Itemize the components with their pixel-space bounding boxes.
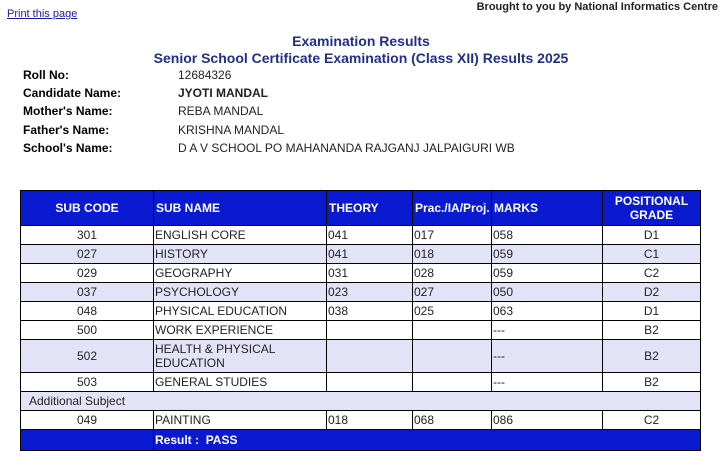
header-positional-grade bbox=[603, 191, 701, 226]
candidate-name-value: JYOTI MANDAL bbox=[178, 86, 268, 101]
cell-name: HISTORY bbox=[154, 245, 327, 264]
cell-prac: 028 bbox=[413, 264, 492, 283]
cell-name: HEALTH & PHYSICAL EDUCATION bbox=[154, 340, 327, 373]
mother-name-label: Mother's Name: bbox=[23, 104, 113, 119]
print-page-link[interactable]: Print this page bbox=[7, 8, 78, 20]
father-name-value: KRISHNA MANDAL bbox=[178, 122, 285, 137]
header-sub-name: SUB NAME bbox=[154, 191, 327, 226]
roll-no-value: 12684326 bbox=[178, 68, 232, 83]
header-grade-line1: POSITIONAL bbox=[614, 194, 689, 208]
page-title: Examination Results bbox=[292, 33, 430, 49]
cell-name: PAINTING bbox=[154, 411, 327, 430]
cell-marks: 086 bbox=[492, 411, 603, 430]
table-header-row bbox=[21, 191, 701, 226]
candidate-info bbox=[23, 66, 515, 157]
cell-name: PSYCHOLOGY bbox=[154, 283, 327, 302]
cell-prac bbox=[413, 373, 492, 392]
cell-theory bbox=[327, 321, 413, 340]
cell-grade: D1 bbox=[603, 226, 701, 245]
cell-code: 048 bbox=[21, 302, 154, 321]
table-row bbox=[21, 245, 701, 264]
header-prac: Prac./IA/Proj. bbox=[413, 191, 492, 226]
table-row bbox=[21, 283, 701, 302]
page-subtitle: Senior School Certificate Examination (Class XII) Results 2025 bbox=[153, 50, 569, 66]
cell-grade: D2 bbox=[603, 283, 701, 302]
table-row bbox=[21, 321, 701, 340]
results-table bbox=[20, 190, 701, 451]
cell-prac bbox=[413, 340, 492, 373]
cell-prac bbox=[413, 321, 492, 340]
cell-grade: C2 bbox=[603, 411, 701, 430]
cell-code: 502 bbox=[21, 340, 154, 373]
cell-theory: 041 bbox=[327, 226, 413, 245]
result-cell bbox=[154, 430, 701, 451]
cell-code: 503 bbox=[21, 373, 154, 392]
school-name-label: School's Name: bbox=[23, 140, 113, 155]
cell-code: 027 bbox=[21, 245, 154, 264]
table-row bbox=[21, 264, 701, 283]
mother-name-value: REBA MANDAL bbox=[178, 104, 264, 119]
cell-grade: B2 bbox=[603, 321, 701, 340]
table-row bbox=[21, 302, 701, 321]
school-name-row bbox=[23, 139, 515, 157]
additional-subject-label: Additional Subject bbox=[21, 392, 701, 411]
cell-grade: D1 bbox=[603, 302, 701, 321]
cell-theory: 018 bbox=[327, 411, 413, 430]
cell-theory: 031 bbox=[327, 264, 413, 283]
candidate-name-row bbox=[23, 84, 515, 102]
cell-theory: 041 bbox=[327, 245, 413, 264]
cell-grade: C1 bbox=[603, 245, 701, 264]
roll-no-label: Roll No: bbox=[23, 68, 69, 83]
cell-prac: 018 bbox=[413, 245, 492, 264]
mother-name-row bbox=[23, 102, 515, 120]
cell-prac: 068 bbox=[413, 411, 492, 430]
cell-marks: 058 bbox=[492, 226, 603, 245]
cell-theory bbox=[327, 373, 413, 392]
table-row bbox=[21, 340, 701, 373]
cell-grade: B2 bbox=[603, 373, 701, 392]
additional-subject-row bbox=[21, 392, 701, 411]
cell-marks: --- bbox=[492, 340, 603, 373]
cell-marks: 050 bbox=[492, 283, 603, 302]
cell-marks: 059 bbox=[492, 264, 603, 283]
table-row bbox=[21, 373, 701, 392]
cell-code: 301 bbox=[21, 226, 154, 245]
cell-marks: 059 bbox=[492, 245, 603, 264]
brought-by-text: Brought to you by National Informatics Centre bbox=[476, 1, 718, 13]
cell-name: GENERAL STUDIES bbox=[154, 373, 327, 392]
cell-theory: 038 bbox=[327, 302, 413, 321]
school-name-value: D A V SCHOOL PO MAHANANDA RAJGANJ JALPAIGURI WB bbox=[178, 140, 515, 155]
result-label: Result : bbox=[155, 433, 200, 447]
header-marks: MARKS bbox=[492, 191, 603, 226]
result-spacer bbox=[21, 430, 154, 451]
cell-name: GEOGRAPHY bbox=[154, 264, 327, 283]
cell-grade: C2 bbox=[603, 264, 701, 283]
cell-name: WORK EXPERIENCE bbox=[154, 321, 327, 340]
cell-name: ENGLISH CORE bbox=[154, 226, 327, 245]
cell-prac: 017 bbox=[413, 226, 492, 245]
cell-theory: 023 bbox=[327, 283, 413, 302]
cell-name: PHYSICAL EDUCATION bbox=[154, 302, 327, 321]
result-row bbox=[21, 430, 701, 451]
table-row bbox=[21, 226, 701, 245]
father-name-label: Father's Name: bbox=[23, 122, 110, 137]
cell-marks: 063 bbox=[492, 302, 603, 321]
cell-code: 037 bbox=[21, 283, 154, 302]
cell-prac: 027 bbox=[413, 283, 492, 302]
result-value: PASS bbox=[205, 433, 238, 447]
cell-code: 500 bbox=[21, 321, 154, 340]
cell-code: 049 bbox=[21, 411, 154, 430]
roll-no-row bbox=[23, 66, 515, 84]
father-name-row bbox=[23, 121, 515, 139]
cell-grade: B2 bbox=[603, 340, 701, 373]
cell-code: 029 bbox=[21, 264, 154, 283]
header-sub-code: SUB CODE bbox=[21, 191, 154, 226]
cell-prac: 025 bbox=[413, 302, 492, 321]
candidate-name-label: Candidate Name: bbox=[23, 86, 122, 101]
header-grade-line2: GRADE bbox=[629, 208, 674, 222]
cell-marks: --- bbox=[492, 373, 603, 392]
header-theory: THEORY bbox=[327, 191, 413, 226]
cell-marks: --- bbox=[492, 321, 603, 340]
cell-theory bbox=[327, 340, 413, 373]
table-row bbox=[21, 411, 701, 430]
